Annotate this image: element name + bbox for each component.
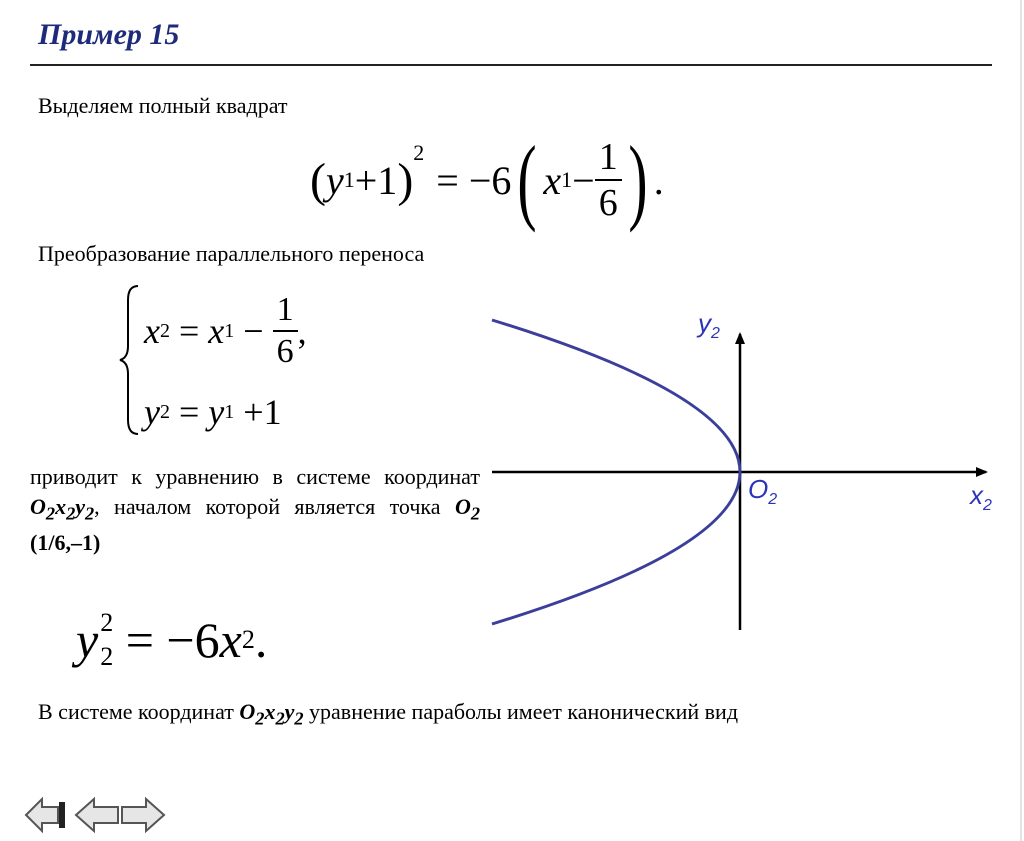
row2-eq: =: [169, 392, 209, 432]
row2-y1: y: [208, 392, 225, 432]
para-s4: 2: [470, 503, 480, 524]
row1-comma: ,: [297, 311, 307, 351]
para-s3: 2: [85, 503, 95, 524]
eq2-x: x: [219, 612, 242, 668]
row1-x1: x: [208, 311, 225, 351]
eq1-frac-num: 1: [598, 136, 618, 178]
forward-arrow-icon: [122, 799, 164, 831]
text-line-3: [38, 698, 738, 732]
row1-frac-den: 6: [276, 333, 294, 370]
eq1-x: x: [543, 157, 562, 203]
para-o2: O: [454, 494, 471, 519]
eq2-y: y: [76, 612, 99, 668]
row1-x-sub: 2: [159, 319, 170, 342]
line3-text-1: В системе координат: [38, 699, 240, 724]
line3-text-2: уравнение параболы имеет канонический вид: [303, 699, 739, 724]
eq1-plus-one: +1: [354, 157, 398, 203]
para-point: (1/6,–1): [30, 530, 101, 556]
eq1-lparen: (: [310, 153, 326, 207]
system-brace: [118, 282, 142, 438]
eq1-y: y: [325, 157, 344, 203]
row2-y: y: [144, 392, 160, 432]
system-row-2: [144, 390, 282, 434]
origin-label: $O_2$: [748, 474, 778, 508]
row1-frac-num: 1: [276, 291, 294, 328]
eq2-period: .: [254, 612, 268, 668]
para-s2: 2: [66, 503, 76, 524]
equation-complete-square: [310, 126, 664, 234]
para-s1: 2: [45, 503, 56, 524]
para-text-1: приводит к уравнению в системе координат: [30, 464, 480, 489]
eq2-x-sub: 2: [241, 625, 255, 654]
eq1-big-lparen: (: [517, 126, 537, 233]
eq1-big-rparen: ): [628, 126, 648, 233]
text-line-1: Выделяем полный квадрат: [38, 93, 288, 118]
line3-o: O: [239, 699, 256, 724]
nav-forward-button[interactable]: [120, 796, 166, 834]
nav-first-button[interactable]: [24, 796, 68, 834]
row2-y1-sub: 1: [224, 400, 235, 423]
row2-plus-one: +1: [234, 392, 282, 432]
eq1-minus: −: [572, 157, 595, 203]
line3-s2: 2: [275, 708, 285, 729]
y-axis-label: $y_2$: [698, 308, 720, 342]
line3-s1: 2: [255, 708, 265, 729]
row1-x1-sub: 1: [224, 319, 235, 342]
eq2-y-pow: 2: [100, 608, 114, 637]
eq1-x-sub: 1: [561, 167, 573, 192]
slide-title: Пример 15: [38, 18, 180, 51]
para-o: O: [30, 494, 46, 519]
paragraph-result: [30, 462, 480, 558]
parabola-graph: [484, 300, 1024, 640]
eq1-power: 2: [413, 140, 425, 165]
row1-fraction: [273, 290, 298, 372]
eq2-eq: = −6: [113, 612, 220, 668]
row2-y-sub: 2: [159, 400, 170, 423]
para-y: y: [75, 494, 85, 519]
para-x: x: [55, 494, 67, 519]
eq1-y-sub: 1: [343, 167, 355, 192]
para-text-2: , началом которой является точка: [94, 494, 455, 519]
line3-x: x: [264, 699, 276, 724]
equation-canonical: [76, 600, 267, 680]
eq2-y-sub: 2: [100, 642, 114, 671]
eq1-rparen: ): [397, 153, 414, 207]
back-arrow-icon: [76, 799, 118, 831]
row1-eq: =: [169, 311, 209, 351]
x-axis-label: $x_2$: [970, 480, 992, 514]
eq1-eq: = −6: [436, 157, 512, 203]
system-row-1: [144, 286, 307, 376]
nav-back-button[interactable]: [74, 796, 120, 834]
line3-s3: 2: [294, 708, 304, 729]
eq1-period: .: [653, 157, 664, 203]
eq1-fraction: [595, 135, 622, 225]
eq2-y-scripts: [100, 610, 113, 670]
transformation-system: [118, 282, 348, 438]
row1-minus: −: [234, 311, 273, 351]
line3-y: y: [284, 699, 295, 724]
eq1-frac-den: 6: [598, 182, 618, 224]
title-divider: [30, 64, 992, 66]
text-line-2: Преобразование параллельного переноса: [38, 241, 425, 266]
first-slide-icon: [26, 799, 65, 831]
row1-x: x: [144, 311, 160, 351]
